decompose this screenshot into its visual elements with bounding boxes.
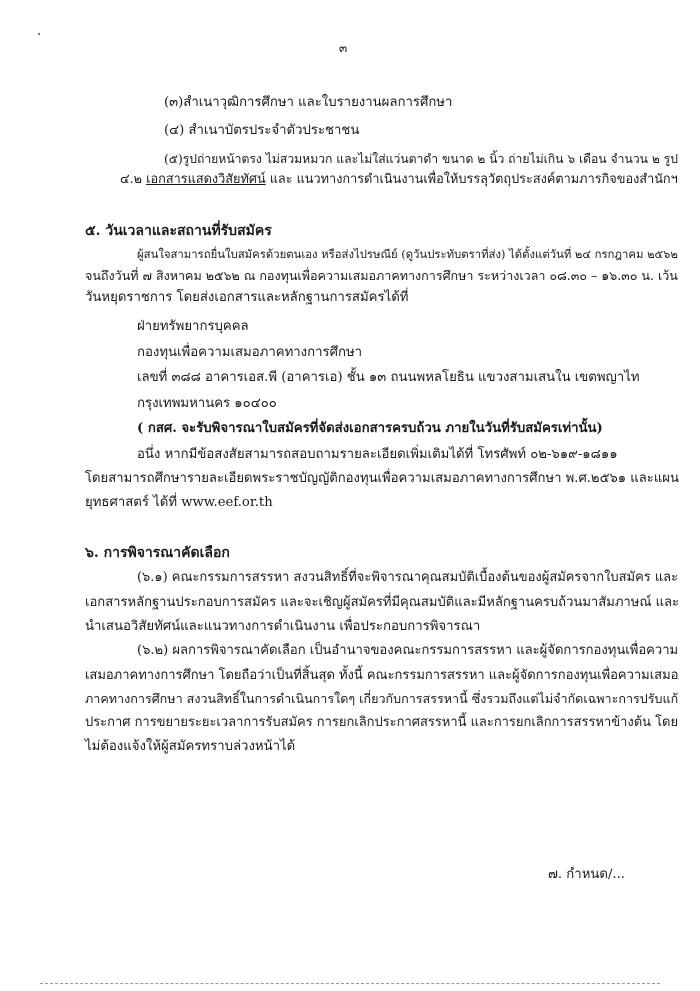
- item-4: (๔) สำเนาบัตรประจำตัวประชาชน: [164, 123, 360, 138]
- section-5-para-line: ผู้สนใจสามารถยื่นใบสมัครด้วยตนเอง หรือส่งไปรษณีย์ (ดูวันประทับตราที่ส่ง) ได้ตั้งแต่วันที่ ๒๔ กรกฎาคม ๒๕๖๒: [137, 247, 678, 261]
- item-4-2-prefix: ๔.๒: [120, 172, 147, 187]
- scan-bottom-edge: [40, 983, 660, 984]
- contact-line: ยุทธศาสตร์ ได้ที่ www.eef.or.th: [85, 495, 273, 510]
- section-6-1-line: (๖.๑) คณะกรรมการสรรหา สงวนสิทธิ์ที่จะพิจารณาคุณสมบัติเบื้องต้นของผู้สมัครจากใบสมัคร และ: [137, 570, 679, 585]
- section-5-para-line: จนถึงวันที่ ๗ สิงหาคม ๒๕๖๒ ณ กองทุนเพื่อความเสมอภาคทางการศึกษา ระหว่างเวลา ๐๘.๓๐ – ๑๖.๓๐ น. เว้น: [85, 268, 678, 283]
- section-6-1-line: นำเสนอวิสัยทัศน์และแนวทางการดำเนินงาน เพื่อประกอบการพิจารณา: [85, 619, 481, 634]
- address-line: ฝ่ายทรัพยากรบุคคล: [137, 319, 249, 334]
- continuation-marker: ๗. กำหนด/...: [548, 867, 625, 882]
- section-6-2-line: ประกาศ การขยายระยะเวลาการรับสมัคร การยกเลิกประกาศสรรหานี้ และการยกเลิกการสรรหาข้างต้น โดย: [85, 715, 679, 730]
- section-5-para-line: วันหยุดราชการ โดยส่งเอกสารและหลักฐานการสมัครได้ที่: [85, 290, 409, 305]
- item-4-2: [120, 171, 678, 189]
- item-3: (๓)สำเนาวุฒิการศึกษา และใบรายงานผลการศึกษา: [164, 95, 453, 110]
- section-6-2-line: ไม่ต้องแจ้งให้ผู้สมัครทราบล่วงหน้าได้: [85, 739, 296, 754]
- address-line: เลขที่ ๓๘๘ อาคารเอส.พี (อาคารเอ) ชั้น ๑๓ ถนนพหลโยธิน แขวงสามเสนใน เขตพญาไท: [137, 370, 640, 385]
- section-6-1-line: เอกสารหลักฐานประกอบการสมัคร และจะเชิญผู้สมัครที่มีคุณสมบัติและมีหลักฐานครบถ้วนมาสัมภาษณ์ และ: [85, 595, 680, 610]
- submission-notice: ( กสศ. จะรับพิจารณาใบสมัครที่จัดส่งเอกสารครบถ้วน ภายในวันที่รับสมัครเท่านั้น): [137, 421, 603, 436]
- section-5-heading: ๕. วันเวลาและสถานที่รับสมัคร: [85, 223, 272, 239]
- item-5: (๕)รูปถ่ายหน้าตรง ไม่สวมหมวก และไม่ใส่แว่นตาดำ ขนาด ๒ นิ้ว ถ่ายไม่เกิน ๖ เดือน จำนวน ๒ รูป: [164, 152, 679, 166]
- contact-line: โดยสามารถศึกษารายละเอียดพระราชบัญญัติกองทุนเพื่อความเสมอภาคทางการศึกษา พ.ศ.๒๕๖๑ และแผน: [85, 471, 679, 486]
- section-6-2-line: ภาคทางการศึกษา สงวนสิทธิ์ในการดำเนินการใดๆ เกี่ยวกับการสรรหานี้ ซึ่งรวมถึงแต่ไม่จำกัดเฉพาะการปรับแก้: [85, 691, 679, 706]
- section-6-2-line: (๖.๒) ผลการพิจารณาคัดเลือก เป็นอำนาจของคณะกรรมการสรรหา และผู้จัดการกองทุนเพื่อความ: [137, 643, 679, 658]
- scan-speck: [38, 33, 40, 35]
- page-number: ๓: [339, 41, 348, 55]
- section-6-heading: ๖. การพิจารณาคัดเลือก: [85, 545, 230, 561]
- item-4-2-rest: และ แนวทางการดำเนินงานเพื่อให้บรรลุวัตถุประสงค์ตามภารกิจของสำนักฯ: [265, 172, 678, 187]
- address-line: กองทุนเพื่อความเสมอภาคทางการศึกษา: [137, 345, 363, 360]
- address-line: กรุงเทพมหานคร ๑๐๔๐๐: [137, 396, 277, 411]
- contact-line: อนึ่ง หากมีข้อสงสัยสามารถสอบถามรายละเอียดเพิ่มเติมได้ที่ โทรศัพท์ ๐๒-๖๑๙-๑๘๑๑: [137, 447, 618, 462]
- section-6-2-line: เสมอภาคทางการศึกษา โดยถือว่าเป็นที่สิ้นสุด ทั้งนี้ คณะกรรมการสรรหา และผู้จัดการกองทุนเพื่อความเสมอ: [85, 668, 679, 683]
- vision-document-link-text: เอกสารแสดงวิสัยทัศน์: [146, 172, 266, 187]
